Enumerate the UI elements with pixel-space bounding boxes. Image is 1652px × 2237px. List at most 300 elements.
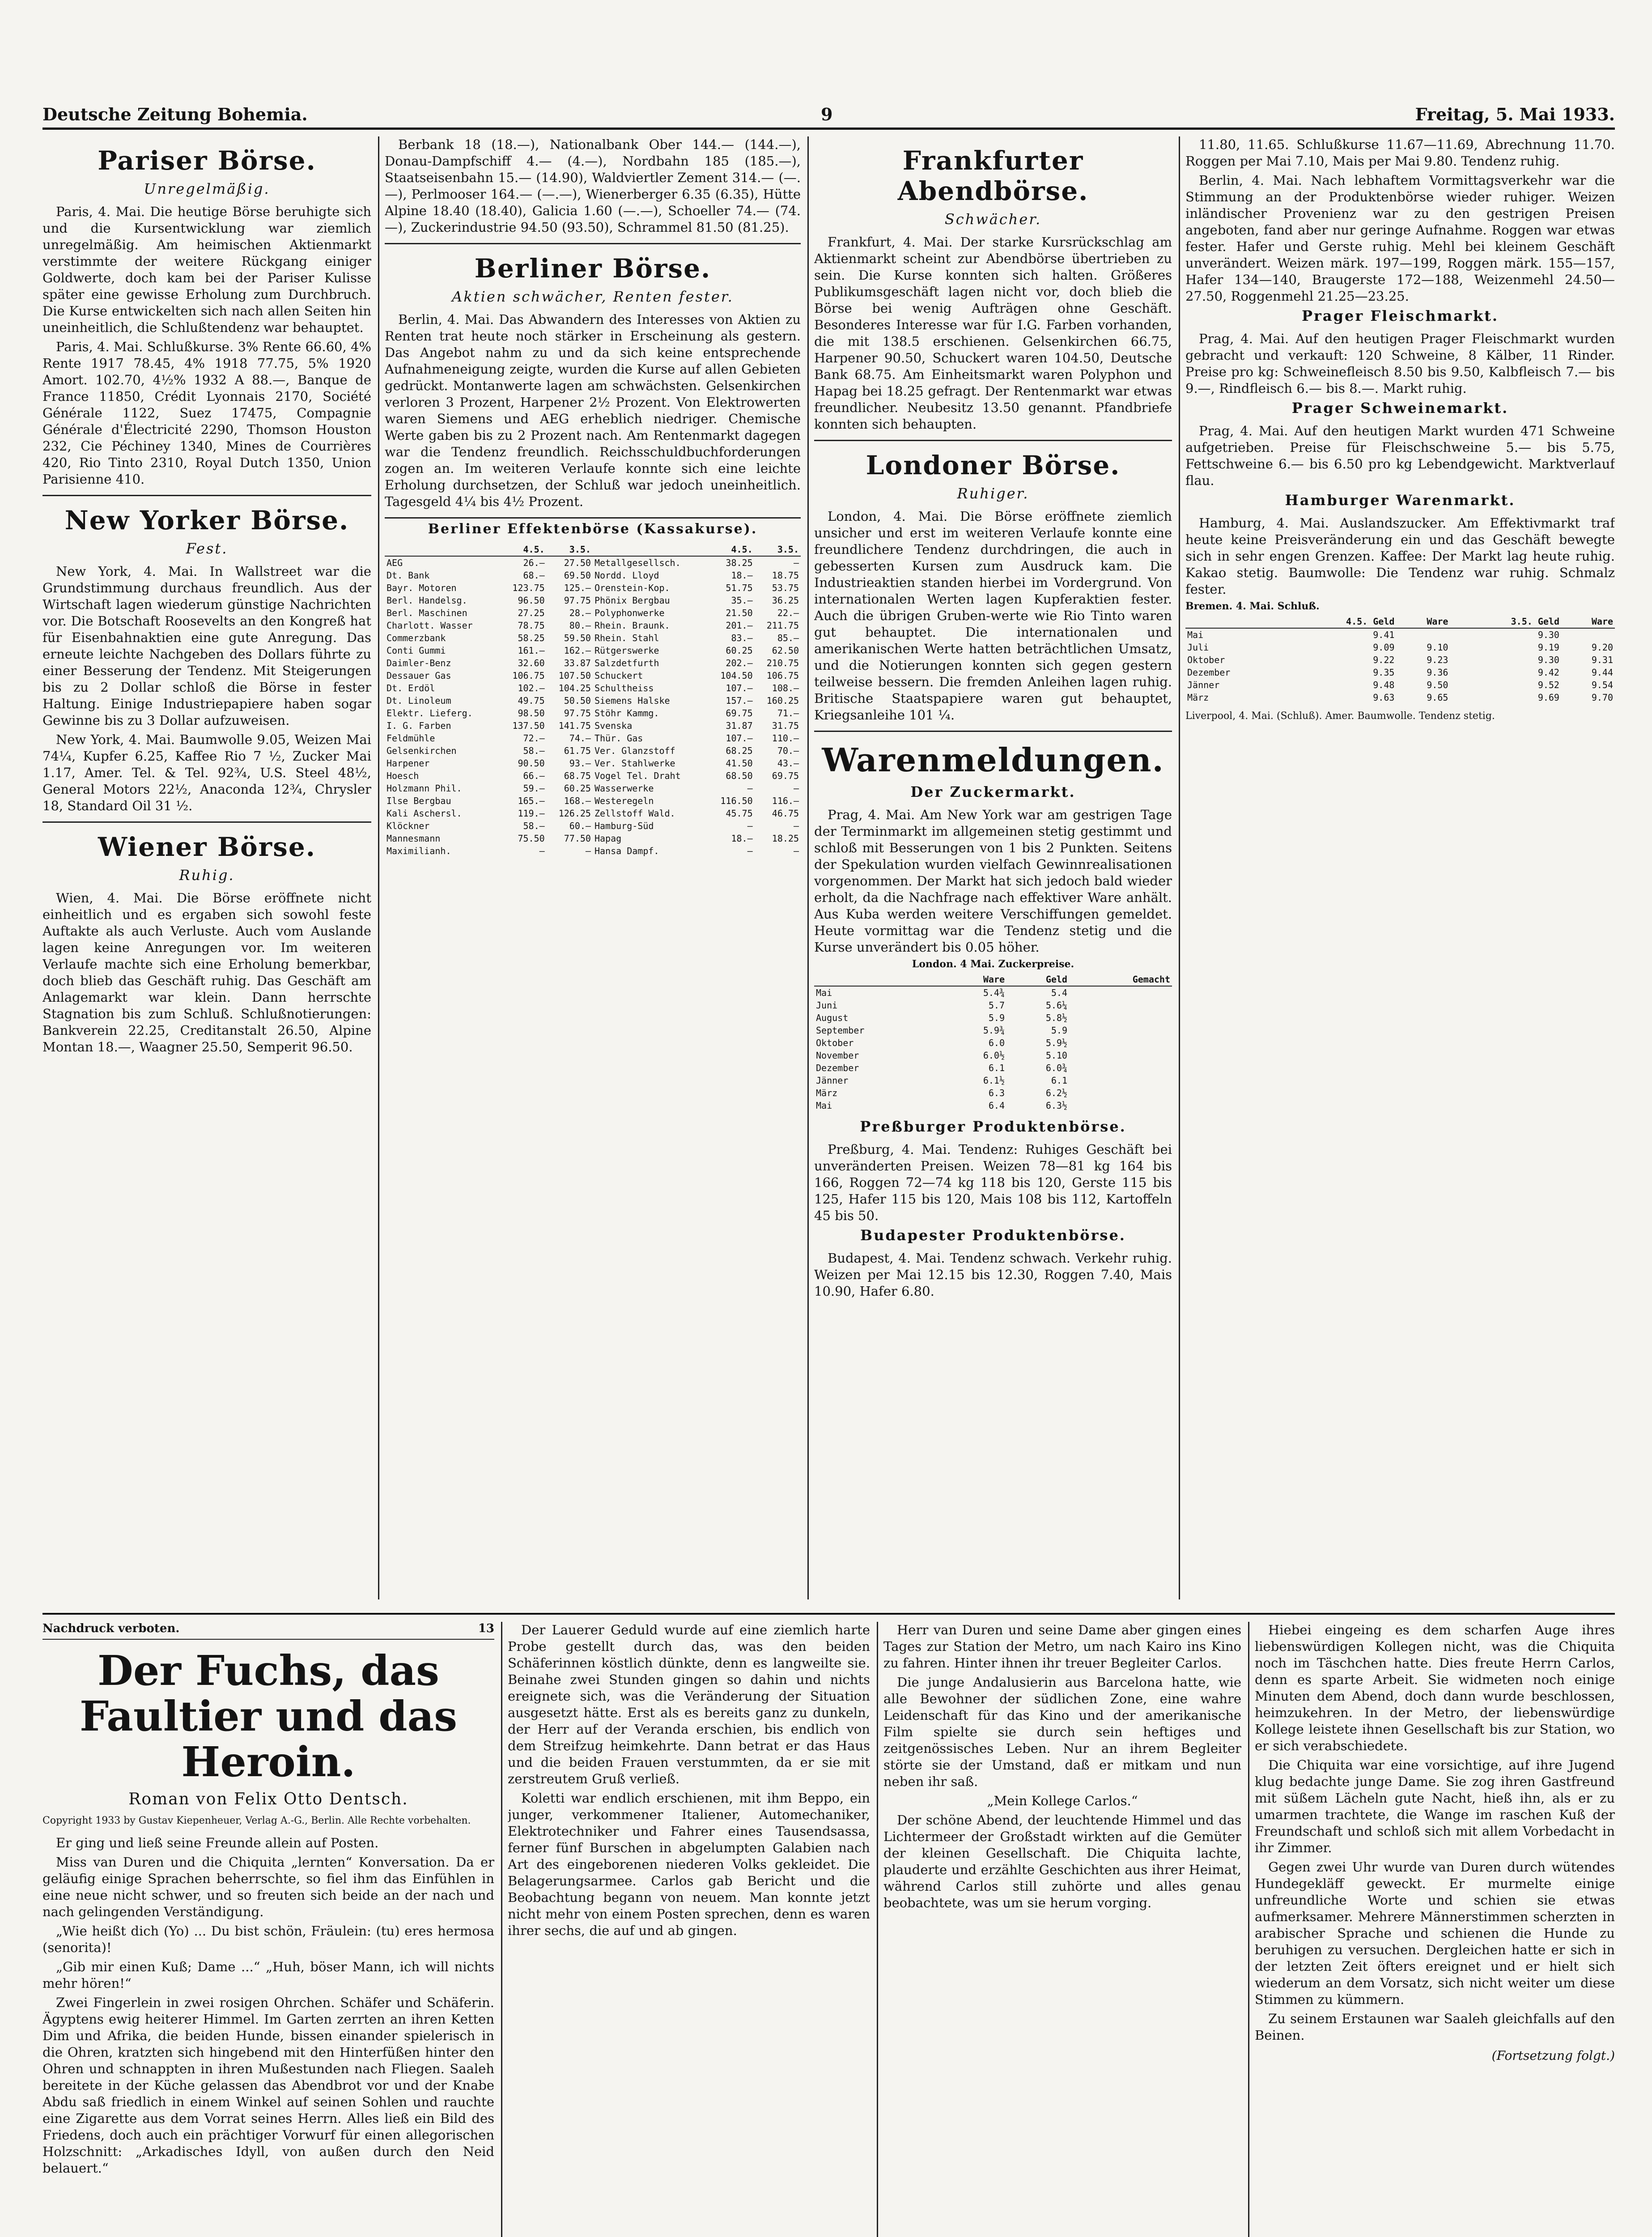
effekten-cell: 201.— [726,620,753,631]
zucker-row [814,1037,1172,1049]
effekten-cell: 116.— [772,795,799,806]
zucker-cell: 6.0½ [983,1050,1005,1061]
effekten-cell: 69.75 [772,770,799,781]
effekten-cell: 58.25 [518,633,545,643]
section-divider [814,728,1172,732]
zucker-cell: Juni [816,1000,838,1011]
effekten-cell: 210.75 [766,658,799,668]
effekten-cell: 68.50 [726,770,753,781]
newyork-boerse-heading: New Yorker Börse. [64,505,349,536]
novel-author: Roman von Felix Otto Dentsch. [128,1790,408,1808]
baumwolle-cell: 9.65 [1427,692,1448,703]
wiener-paragraph: Wien, 4. Mai. Die Börse eröffnete nicht einheitlich und es ergaben sich sowohl feste Auftakte als auch Verluste. Auch vom Auslande lagen keine Anregungen vor. Im weiteren Verlaufe machte sich eine Erholung bemerkbar, doch blieb das Geschäft ruhig. Das Geschäft am Anlagemarkt war klein. Dann herrschte Stagnation bis zum Schluß. Schlußnotierungen: Bankverein 22.25, Creditanstalt 26.50, Alpine Montan 18.—, Waagner 25.50, Semperit 96.50. [42,890,371,1055]
novel-paragraph: Der Lauerer Geduld wurde auf eine ziemlich harte Probe gestellt durch das, was den beiden Schäferinnen köstlich dünkte, denn es langweilte sie. Beinahe zwei Stunden gingen so dahin und nichts ereignete sich, was die Veränderung der Situation ausgesetzt hätte. Erst als es bereits ganz zu dunkeln, der Herr auf der Veranda erschien, bis endlich von dem Streifzug heimkehrte. Dann betrat er das Haus und die beiden Frauen verstummten, da er sie mit zerstreutem Gruß verließ. [508,1622,870,1786]
baumwolle-cell: 9.63 [1373,692,1395,703]
effekten-row [385,657,801,669]
zucker-cell: 6.0 [988,1038,1005,1048]
zucker-column-header [814,973,944,986]
zucker-cell: 6.3 [988,1088,1005,1098]
section-divider [42,492,371,496]
baumwolle-cell: 9.54 [1591,680,1613,690]
novel-meta-line [42,1622,494,1640]
baumwolle-cell: 9.31 [1591,655,1613,665]
effekten-column-header: 4.5. [708,543,754,556]
effekten-cell: 93.— [569,758,591,769]
effekten-cell: Holzmann Phil. [386,783,462,794]
reprint-notice: Nachdruck verboten. [42,1622,180,1635]
baumwolle-cell: 9.22 [1373,655,1395,665]
effekten-cell: — [793,557,799,568]
effekten-cell: 68.25 [726,745,753,756]
baumwolle-cell: 9.36 [1427,667,1448,678]
effekten-cell: 33.87 [564,658,591,668]
baumwolle-row [1185,679,1615,691]
effekten-cell: Phönix Bergbau [594,595,670,606]
berliner-produkten-paragraph: Berlin, 4. Mai. Nach lebhaftem Vormittagsverkehr war die Stimmung an der Produktenbörse wieder ruhiger. Weizen inländischer Provenienz war zu den gestrigen Preisen angeboten, fand aber nur geringe Aufnahme. Roggen war etwas fester. Hafer und Gerste ruhig. Mehl bei kleinem Geschäft unverändert. Weizen märk. 197—199, Roggen märk. 155—157, Hafer 134—140, Braugerste 172—188, Weizenmehl 24.50—27.50, Roggenmehl 21.25—23.25. [1185,173,1615,304]
frankfurter-paragraph: Frankfurt, 4. Mai. Der starke Kursrückschlag am Aktienmarkt scheint zur Abendbörse übertrieben zu sein. Die Kurse konnten sich halten. Größeres Publikumsgeschäft lagen nicht vor, doch blieb die Börse bei wenig Aufträgen ohne Geschäft. Besonderes Interesse war für I.G. Farben vorhanden, die mit 138.5 erschienen. Gelsenkirchen 66.75, Harpener 90.50, Schuckert waren 104.50, Deutsche Bank 68.75. Am Einheitsmarkt waren Polyphon und Hapag bei 18.25 gefragt. Der Rentenmarkt war etwas freundlicher. Neubesitz 13.50 genannt. Pfandbriefe konnten sich behaupten. [814,234,1172,432]
effekten-cell: 32.60 [518,658,545,668]
effekten-row [385,607,801,619]
column-rule [378,136,379,1599]
zucker-table [814,973,1172,1112]
effekten-row [385,682,801,694]
effekten-cell: 69.50 [564,570,591,581]
effekten-cell: Elektr. Lieferg. [386,708,473,719]
effekten-cell: 41.50 [726,758,753,769]
effekten-cell: 104.25 [558,683,591,693]
effekten-cell: 162.— [564,645,591,656]
effekten-cell: Harpener [386,758,430,769]
wiener-boerse-subheading: Ruhig. [179,867,235,884]
novel-paragraph: Zu seinem Erstaunen war Saaleh gleichfalls auf den Beinen. [1255,2011,1615,2043]
effekten-cell: 141.75 [558,720,591,731]
effekten-row [385,845,801,857]
effekten-row [385,782,801,795]
budapest-paragraph: Budapest, 4. Mai. Tendenz schwach. Verkehr ruhig. Weizen per Mai 12.15 bis 12.30, Roggen 7.40, Mais 10.90, Hafer 6.80. [814,1250,1172,1299]
effekten-cell: Hapag [594,833,622,844]
hamburger-warenmarkt-heading: Hamburger Warenmarkt. [1285,492,1516,509]
baumwolle-table [1185,615,1615,704]
running-head [42,96,1615,130]
effekten-cell: 18.25 [772,833,799,844]
effekten-cell: Daimler-Benz [386,658,451,668]
baumwolle-column-header [1185,615,1285,628]
baumwolle-row [1185,666,1615,679]
effekten-cell: Hamburg-Süd [594,821,654,831]
effekten-cell: Conti Gummi [386,645,446,656]
effekten-cell: 31.75 [772,720,799,731]
effekten-cell: 96.50 [518,595,545,606]
effekten-cell: Ver. Stahlwerke [594,758,675,769]
effekten-cell: 18.— [731,833,753,844]
novel-paragraph: Miss van Duren und die Chiquita „lernten“ Konversation. Da er geläufig einige Sprachen beherrschte, so fiel ihm das Einfühlen in eine neue nicht schwer, und so freuten sich beide an der nach und nach gelingenden Verständigung. [42,1854,494,1919]
effekten-cell: 126.25 [558,808,591,819]
effekten-row [385,594,801,607]
effekten-cell: 70.— [777,745,799,756]
effekten-cell: 71.— [777,708,799,719]
zucker-cell: 5.9¾ [983,1025,1005,1036]
effekten-row [385,719,801,732]
baumwolle-cell: 9.30 [1537,655,1559,665]
novel-paragraph: Hiebei eingeing es dem scharfen Auge ihres liebenswürdigen Kollegen nicht, was die Chiquita noch im Täschchen hatte. Dies freute Herrn Carlos, denn es sparte Arbeit. Sie widmeten noch einige Minuten dem Abend, doch dann wurde beschlossen, heimzukehren. In der Metro, der liebenswürdige Kollege leistete ihnen Gesellschaft bis zur Station, wo er sich verabschiedete. [1255,1622,1615,1753]
effekten-cell: Berl. Handelsg. [386,595,467,606]
baumwolle-heading: Bremen. 4. Mai. Schluß. [1185,600,1320,612]
column-rule [877,1622,878,2237]
column-2 [385,136,801,1599]
zucker-cell: 5.4 [1051,987,1067,998]
effekten-cell: Gelsenkirchen [386,745,457,756]
baumwolle-cell: Juli [1187,642,1209,653]
effekten-cell: Maximilianh. [386,846,451,856]
novel-paragraph: „Mein Kollege Carlos.“ [987,1793,1138,1808]
column-4 [1185,136,1615,1599]
effekten-cell: 102.— [518,683,545,693]
zucker-cell: 5.10 [1045,1050,1067,1061]
effekten-cell: Stöhr Kammg. [594,708,659,719]
zucker-column-header: Geld [1006,973,1069,986]
effekten-cell: Polyphonwerke [594,608,665,618]
novel-paragraph: „Wie heißt dich (Yo) ... Du bist schön, Fräulein: (tu) eres hermosa (senorita)! [42,1923,494,1955]
effekten-row [385,770,801,782]
effekten-cell: Feldmühle [386,733,435,744]
baumwolle-cell: 9.50 [1427,680,1448,690]
effekten-cell: 66.— [523,770,545,781]
effekten-cell: 77.50 [564,833,591,844]
novel-signoff: (Fortsetzung folgt.) [1491,2048,1615,2063]
masthead-title: Deutsche Zeitung Bohemia. [42,104,308,124]
effekten-row [385,757,801,770]
baumwolle-cell [1396,628,1450,641]
effekten-cell: — [747,846,753,856]
zucker-cell [1069,1037,1172,1049]
effekten-cell: 69.75 [726,708,753,719]
effekten-cell: 43.— [777,758,799,769]
effekten-cell: Svenska [594,720,633,731]
zucker-cell [1069,1099,1172,1112]
effekten-cell: 27.25 [518,608,545,618]
baumwolle-row [1185,654,1615,666]
section-divider [385,240,801,244]
effekten-cell: — [793,821,799,831]
effekten-column-header: 3.5. [547,543,593,556]
novel-paragraph: „Gib mir einen Kuß; Dame ...“ „Huh, böser Mann, ich will nichts mehr hören!“ [42,1959,494,1991]
novel-paragraph: Gegen zwei Uhr wurde van Duren durch wütendes Hundegekläff geweckt. Er murmelte einige unfreundliche Worte und schien sie etwas aufmerksamer. Mehrere Männerstimmen scherzten in arabischer Sprache und schienen die Hunde zu beruhigen zu versuchen. Dergleichen hatte er sich in der letzten Zeit öfters ereignet und er hielt sich wiederum an dem Vorsatz, sich nicht weiter um diese Stimmen zu kümmern. [1255,1859,1615,2007]
effekten-cell: 161.— [518,645,545,656]
novel-column-3 [883,1622,1241,2237]
effekten-cell: 98.50 [518,708,545,719]
zucker-column-header: Ware [944,973,1006,986]
effekten-cell: 90.50 [518,758,545,769]
page-number: 9 [821,104,833,124]
effekten-cell: 21.50 [726,608,753,618]
novel-column-2 [508,1622,870,2237]
effekten-cell: 58.— [523,821,545,831]
newyork-paragraph: New York, 4. Mai. In Wallstreet war die Grundstimmung durchaus freundlich. Aus der Wirtschaft lagen wiederum günstige Nachrichten vor. Die Botschaft Roosevelts an den Kongreß hat für Eisenbahnaktien eine gute Anregung. Das erneute leichte Nachgeben des Dollars führte zu einer Besserung der Tendenz. Mit Steigerungen bis zu 2 Dollar schloß die Börse in fester Haltung. Einige Industriepapiere haben sogar Gewinne bis zu 3 Dollar aufzuweisen. [42,564,371,728]
issue-date: Freitag, 5. Mai 1933. [1415,104,1615,124]
london-heading: Londoner Börse. [866,450,1121,481]
effekten-row [385,569,801,582]
baumwolle-cell: 9.30 [1537,629,1559,640]
effekten-row [385,556,801,569]
effekten-cell: 59.— [523,783,545,794]
london-paragraph: London, 4. Mai. Die Börse eröffnete ziemlich unsicher und erst im weiteren Verlaufe konnte eine freundlichere Tendenz durchdringen, die auch in gebesserten Kursen zum Ausdruck kam. Die Industrieaktien standen hierbei im Vordergrund. Von internationalen Werten lagen Kupferaktien fester. Auch die übrigen Gruben-werte wie Rio Tinto waren gut behauptet. Die internationalen und amerikanischen Werte hatten beträchtlichen Umsatz, und die Notierungen konnten sich gegen gestern teilweise bessern. Die fremden Anleihen lagen ruhig. Britische Staatspapiere waren gut behauptet, Kriegsanleihe 101 ¼. [814,509,1172,723]
effekten-cell: — [747,783,753,794]
effekten-cell: 75.50 [518,833,545,844]
baumwolle-cell: März [1187,692,1209,703]
effekten-cell: Charlott. Wasser [386,620,473,631]
effekten-cell: Rhein. Braunk. [594,620,670,631]
effekten-cell: 51.75 [726,583,753,593]
effekten-row [385,832,801,845]
section-divider [814,437,1172,441]
effekten-cell: 18.— [731,570,753,581]
effekten-cell: 60.25 [726,645,753,656]
effekten-cell: 202.— [726,658,753,668]
effekten-cell: — [793,783,799,794]
effekten-cell: 110.— [772,733,799,744]
zucker-cell [1069,1024,1172,1037]
column-rule [1179,136,1180,1599]
effekten-cell: Siemens Halske [594,695,670,706]
baumwolle-cell [1561,628,1615,641]
novel-copyright: Copyright 1933 by Gustav Kiepenheuer, Verlag A.-G., Berlin. Alle Rechte vorbehalten. [42,1815,471,1826]
zucker-row [814,1099,1172,1112]
wiener-continuation-paragraph: Berbank 18 (18.—), Nationalbank Ober 144.— (144.—), Donau-Dampfschiff 4.— (4.—), Nordbahn 185 (185.—), Staatseisenbahn 15.— (14.90), Waldviertler Zement 314.— (—.—), Perlmooser 164.— (—.—), Wienerberger 6.35 (6.35), Hütte Alpine 18.40 (18.40), Galicia 1.60 (—.—), Schoeller 74.— (74.—), Zuckerindustrie 94.50 (93.50), Schrammel 81.50 (81.25). [385,137,801,235]
zucker-row [814,1049,1172,1062]
effekten-cell: Zellstoff Wald. [594,808,675,819]
pariser-boerse-heading: Pariser Börse. [98,145,316,176]
novel-column-1 [42,1622,494,2237]
effekten-cell: Vogel Tel. Draht [594,770,681,781]
effekten-cell: Thür. Gas [594,733,643,744]
effekten-cell: 50.50 [564,695,591,706]
zucker-cell [1069,1074,1172,1087]
baumwolle-cell: 9.44 [1591,667,1613,678]
effekten-cell: — [793,846,799,856]
schweinemarkt-heading: Prager Schweinemarkt. [1291,400,1509,417]
novel-paragraph: Die junge Andalusierin aus Barcelona hatte, wie alle Bewohner der südlichen Zone, eine wahre Leidenschaft für das Kino und der amerikanische Film spielte sie durch sein heftiges und zeitgenössisches Leben. Nur an ihrem Begleiter störte sie der Umstand, daß er mitkam und nun neben ihr saß. [883,1675,1241,1789]
effekten-cell: Ver. Glanzstoff [594,745,675,756]
effekten-cell: 38.25 [726,557,753,568]
novel-paragraph: Der schöne Abend, der leuchtende Himmel und das Lichtermeer der Großstadt wirkten auf die Gemüter der kleinen Gesellschaft. Die Chiquita lachte, plauderte und erzählte Geschichten aus ihrer Heimat, während Carlos still zuhörte und alles genau beobachtete, was um sie herum vorging. [883,1812,1241,1910]
baumwolle-footer: Liverpool, 4. Mai. (Schluß). Amer. Baumwolle. Tendenz stetig. [1185,710,1495,722]
zucker-cell: 6.0¾ [1045,1063,1067,1073]
effekten-cell: 18.75 [772,570,799,581]
effekten-row [385,694,801,707]
effekten-cell: 157.— [726,695,753,706]
effekten-row [385,632,801,644]
zucker-cell [1069,1087,1172,1099]
effekten-cell: Hansa Dampf. [594,846,659,856]
zucker-cell [1069,986,1172,999]
zucker-cell: Mai [816,987,832,998]
effekten-cell: 45.75 [726,808,753,819]
installment-number: 13 [478,1622,494,1635]
baumwolle-cell: 9.19 [1537,642,1559,653]
effekten-cell: 68.— [523,570,545,581]
effekten-cell: 28.— [569,608,591,618]
baumwolle-cell: Oktober [1187,655,1225,665]
zucker-cell: 5.4¾ [983,987,1005,998]
effekten-cell: 61.75 [564,745,591,756]
wiener-boerse-heading: Wiener Börse. [98,832,316,862]
effekten-cell: 83.— [731,633,753,643]
zucker-cell: März [816,1088,838,1098]
frankfurter-subheading: Schwächer. [944,211,1042,228]
effekten-cell: — [747,821,753,831]
effekten-heading: Berliner Effektenbörse (Kassakurse). [428,521,758,537]
effekten-column-header [593,543,708,556]
effekten-cell: 58.— [523,745,545,756]
effekten-cell: Dt. Erdöl [386,683,435,693]
effekten-row [385,644,801,657]
novel-paragraph: Herr van Duren und seine Dame aber gingen eines Tages zur Station der Metro, um nach Kairo ins Kino zu fahren. Hinter ihnen ihr treuer Begleiter Carlos. [883,1622,1241,1671]
effekten-row [385,732,801,744]
zucker-cell: 6.3½ [1045,1100,1067,1111]
novel-title: Der Fuchs, das Faultier und das Heroin. [79,1646,458,1786]
prager-fleischmarkt-heading: Prager Fleischmarkt. [1301,307,1499,324]
effekten-cell: 59.50 [564,633,591,643]
baumwolle-row [1185,691,1615,704]
zucker-cell [1069,1049,1172,1062]
newyork-quotes-paragraph: New York, 4. Mai. Baumwolle 9.05, Weizen Mai 74¼, Kupfer 6.25, Kaffee Rio 7 ½, Zucker Mai 1.17, Amer. Tel. & Tel. 92¾, U.S. Steel 48½, General Motors 22½, Anaconda 12¾, Chrysler 18, Standard Oil 31 ½. [42,732,371,813]
effekten-cell: 31.87 [726,720,753,731]
effekten-column-header [385,543,500,556]
produkten-continuation: 11.80, 11.65. Schlußkurse 11.67—11.69, Abrechnung 11.70. Roggen per Mai 7.10, Mais per Mai 9.80. Tendenz ruhig. [1185,137,1615,169]
london-subheading: Ruhiger. [957,485,1029,502]
effekten-row [385,669,801,682]
effekten-cell: 60.— [569,821,591,831]
effekten-cell: 97.75 [564,595,591,606]
zucker-cell: Jänner [816,1075,849,1086]
effekten-cell: 85.— [777,633,799,643]
baumwolle-column-header: 4.5. Geld [1285,615,1397,628]
effekten-cell: 125.— [564,583,591,593]
effekten-cell: — [585,846,591,856]
effekten-cell: 165.— [518,795,545,806]
effekten-cell: Mannesmann [386,833,441,844]
effekten-cell: 27.50 [564,557,591,568]
effekten-cell: 26.— [523,557,545,568]
effekten-cell: 123.75 [512,583,545,593]
effekten-cell: 62.50 [772,645,799,656]
effekten-cell: Kali Aschersl. [386,808,462,819]
column-rule [807,136,809,1599]
baumwolle-cell: 9.52 [1537,680,1559,690]
zucker-row [814,1087,1172,1099]
zucker-cell: 6.1 [988,1063,1005,1073]
effekten-cell: Berl. Maschinen [386,608,467,618]
novel-column-4 [1255,1622,1615,2237]
zucker-cell: 5.7 [988,1000,1005,1011]
zucker-row [814,1024,1172,1037]
novel-paragraph: Die Chiquita war eine vorsichtige, auf ihre Jugend klug bedachte junge Dame. Sie zog ihren Gastfreund mit süßem Lächeln gute Nacht, hieß ihn, als er zu umarmen trachtete, die Wange im raschen Kuß der Freundschaft und schloß sich mit allem Vorbedacht in ihr Zimmer. [1255,1757,1615,1855]
novel-paragraph: Er ging und ließ seine Freunde allein auf Posten. [56,1835,379,1850]
effekten-cell: 106.75 [766,670,799,681]
berliner-boerse-heading: Berliner Börse. [474,253,711,284]
budapest-heading: Budapester Produktenbörse. [860,1227,1126,1244]
pariser-paragraph: Paris, 4. Mai. Die heutige Börse beruhigte sich und die Kursentwicklung war ziemlich unregelmäßig. Am heimischen Aktienmarkt verstimmte der weitere Rückgang einiger Goldwerte, doch kam bei der Pariser Kulisse später eine gewisse Erholung zum Durchbruch. Die Kurse entwickelten sich nach allen Seiten hin uneinheitlich, die Schlußtendenz war behauptet. [42,204,371,335]
prager-fleischmarkt-paragraph: Prag, 4. Mai. Auf den heutigen Prager Fleischmarkt wurden gebracht und verkauft: 120 Schweine, 8 Kälber, 11 Rinder. Preise pro kg: Schweinefleisch 8.50 bis 9.50, Kalbfleisch 7.— bis 9.—, Rindfleisch 6.— bis 8.—. Markt ruhig. [1185,331,1615,396]
zucker-cell: 6.1½ [983,1075,1005,1086]
zucker-row [814,1074,1172,1087]
baumwolle-cell: Dezember [1187,667,1231,678]
effekten-cell: Dessauer Gas [386,670,451,681]
berliner-paragraph: Berlin, 4. Mai. Das Abwandern des Interesses von Aktien zu Renten trat heute noch stärker in Erscheinung als gestern. Das Angebot nahm zu und da sich keine entsprechende Aufnahmeneigung zeigte, wurden die Kurse auf allen Gebieten gedrückt. Montanwerte lagen am schwächsten. Gelsenkirchen verloren 3 Prozent, Harpener 2½ Prozent. Von Elektrowerten waren Siemens und AEG erheblich niedriger. Chemische Werte gaben bis zu 2 Prozent nach. Am Rentenmarkt dagegen war die Tendenz freundlich. Reichsschuldbuchforderungen zogen an. Im weiteren Verlaufe konnte sich eine leichte Erholung durchsetzen, der Schluß war jedoch uneinheitlich. Tagesgeld 4¼ bis 4½ Prozent. [385,312,801,509]
zucker-cell [1069,1012,1172,1024]
zucker-row [814,999,1172,1012]
effekten-cell: 211.75 [766,620,799,631]
effekten-cell: Orenstein-Kop. [594,583,670,593]
baumwolle-cell: 9.41 [1373,629,1395,640]
effekten-row [385,807,801,820]
pariser-quotes-paragraph: Paris, 4. Mai. Schlußkurse. 3% Rente 66.60, 4% Rente 1917 78.45, 4% 1918 77.75, 5% 1920 Amort. 102.70, 4½% 1932 A 88.—, Banque de France 11850, Crédit Lyonnais 2170, Société Générale 1122, Suez 17475, Compagnie Générale d'Électricité 2290, Thomson Houston 232, Cie Péchiney 1340, Mines de Courrières 420, Rio Tinto 2310, Royal Dutch 1350, Union Parisienne 410. [42,339,371,487]
novel-paragraph: Koletti war endlich erschienen, mit ihm Beppo, ein junger, verkommener Italiener, Automechaniker, Elektrotechniker und Fahrer eines Tausendsassa, ferner fünf Burschen in abgelumpten Galabien nach Art des eingeborenen niederen Volks gekleidet. Die Belagerungsarmee. Carlos gab Bericht und die Beobachtung begann von neuem. Man konnte jetzt nicht mehr von einem Posten sprechen, denn es waren ihrer sechs, die auf und ab gingen. [508,1790,870,1938]
novel-paragraph: Zwei Fingerlein in zwei rosigen Ohrchen. Schäfer und Schäferin. Ägyptens ewig heiterer Himmel. Im Garten zerrten an ihren Ketten Dim und Afrika, die beiden Hunde, bissen einander spielerisch in die Ohren, kratzten sich hingebend mit den Hinterfüßen hinter den Ohren und schnappten in ihren Mußestunden nach Fliegen. Saaleh bereitete in der Küche gelassen das Abendbrot vor und der Knabe Abdu saß friedlich in einem Winkel auf seinen Sohlen und rauchte eine Zigarette aus dem Vorrat seines Herrn. Alles ließ ein Bild des Friedens, doch auch ein prächtiger Vorwurf für einen allegorischen Holzschnitt: „Arkadisches Idyll, von außen durch den Neid belauert.“ [42,1995,494,2176]
baumwolle-cell: Mai [1187,629,1204,640]
zucker-cell: September [816,1025,865,1036]
column-rule [501,1622,502,2237]
zucker-cell: 6.2½ [1045,1088,1067,1098]
baumwolle-cell: 9.20 [1591,642,1613,653]
effekten-row [385,582,801,594]
effekten-row [385,820,801,832]
baumwolle-column-header: Ware [1561,615,1615,628]
effekten-cell: Rütgerswerke [594,645,659,656]
effekten-cell: I. G. Farben [386,720,451,731]
effekten-cell: Nordd. Lloyd [594,570,659,581]
zucker-cell: Dezember [816,1063,859,1073]
zuckermarkt-paragraph: Prag, 4. Mai. Am New York war am gestrigen Tage der Terminmarkt im allgemeinen stetig gestimmt und schloß mit Besserungen von 1 bis 2 Punkten. Seitens der Spekulation wurden vielfach Gewinnrealisationen vorgenommen. Der Markt hat sich jedoch bald wieder erholt, da die Nachfrage nach effektiver Ware anhält. Aus Kuba werden weitere Verschiffungen gemeldet. Heute vormittag war die Tendenz stetig und die Kurse unverändert bis 0.05 höher. [814,807,1172,955]
zucker-cell: 5.9½ [1045,1038,1067,1048]
warenmeldungen-heading: Warenmeldungen. [822,741,1164,779]
effekten-row [385,795,801,807]
zucker-cell: 6.1 [1051,1075,1067,1086]
zucker-row [814,986,1172,999]
effekten-table [385,543,801,857]
zucker-cell: August [816,1012,849,1023]
effekten-cell: 53.75 [772,583,799,593]
effekten-cell: Ilse Bergbau [386,795,451,806]
feuilleton-divider [42,1613,1615,1615]
zucker-column-header: Gemacht [1069,973,1172,986]
effekten-cell: 137.50 [512,720,545,731]
baumwolle-cell: 9.70 [1591,692,1613,703]
baumwolle-cell: 9.69 [1537,692,1559,703]
effekten-cell: 46.75 [772,808,799,819]
baumwolle-cell: Jänner [1187,680,1220,690]
hamburger-paragraph: Hamburg, 4. Mai. Auslandszucker. Am Effektivmarkt traf heute keine Preisveränderung ein und das Geschäft bewegte sich in sehr engen Grenzen. Kaffee: Der Markt lag heute ruhig. Kakao stetig. Baumwolle: Die Tendenz war ruhig. Schmalz fester. [1185,515,1615,597]
effekten-cell: Westeregeln [594,795,654,806]
effekten-cell: 108.— [772,683,799,693]
effekten-cell: 107.50 [558,670,591,681]
effekten-cell: 168.— [564,795,591,806]
baumwolle-cell: 9.42 [1537,667,1559,678]
baumwolle-row [1185,628,1615,641]
effekten-cell: Hoesch [386,770,419,781]
effekten-cell: AEG [386,557,403,568]
frankfurter-heading: Frankfurter Abendbörse. [897,145,1089,206]
zuckermarkt-heading: Der Zuckermarkt. [910,783,1076,800]
pressburg-paragraph: Preßburg, 4. Mai. Tendenz: Ruhiges Geschäft bei unveränderten Preisen. Weizen 78—81 kg 164 bis 166, Roggen 72—74 kg 118 bis 120, Gerste 115 bis 125, Hafer 115 bis 120, Mais 108 bis 112, Kartoffeln 45 bis 50. [814,1142,1172,1223]
effekten-cell: 78.75 [518,620,545,631]
newyork-boerse-subheading: Fest. [186,540,228,557]
zucker-cell: 5.6¼ [1045,1000,1067,1011]
baumwolle-column-header: Ware [1396,615,1450,628]
effekten-cell: Metallgesellsch. [594,557,681,568]
effekten-cell: Dt. Bank [386,570,430,581]
effekten-cell: 72.— [523,733,545,744]
